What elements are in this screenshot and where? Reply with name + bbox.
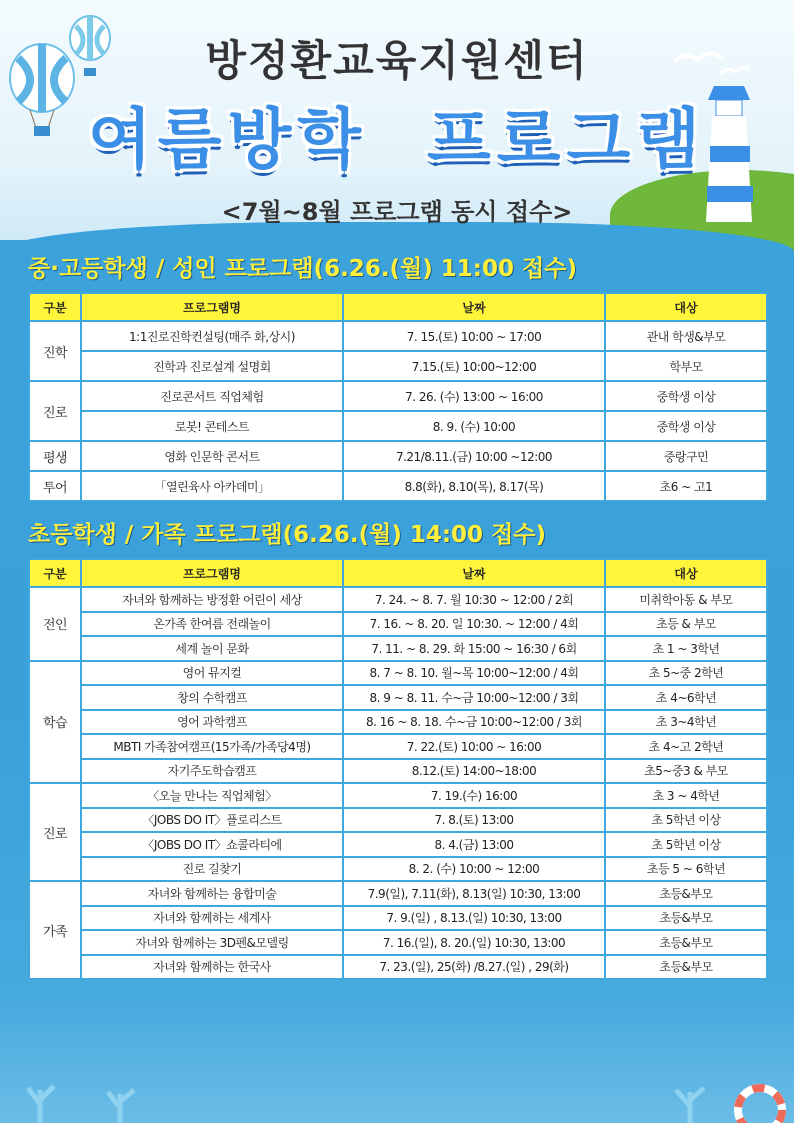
table-row	[29, 955, 767, 980]
program-name-cell: 진학과 진로설계 설명회	[81, 351, 343, 381]
program-name-cell: 자녀와 함께하는 세계사	[81, 906, 343, 931]
program-date-cell: 7. 16.(일), 8. 20.(일) 10:30, 13:00	[343, 930, 605, 955]
program-name-cell: 창의 수학캠프	[81, 685, 343, 710]
column-header: 구분	[29, 293, 81, 321]
table-row	[29, 321, 767, 351]
table-row	[29, 661, 767, 686]
program-date-cell: 7. 22.(토) 10:00 ~ 16:00	[343, 734, 605, 759]
program-name-cell: 진로 길찾기	[81, 857, 343, 882]
program-target-cell: 초등 5 ~ 6학년	[605, 857, 767, 882]
column-header: 구분	[29, 559, 81, 587]
main-title-part-2: 프로그램	[427, 101, 707, 178]
table-row	[29, 636, 767, 661]
category-cell: 평생	[29, 441, 81, 471]
program-date-cell: 8.8(화), 8.10(목), 8.17(목)	[343, 471, 605, 501]
program-name-cell: 영화 인문학 콘서트	[81, 441, 343, 471]
main-title-part-1: 여름방학	[87, 101, 367, 178]
program-target-cell: 초등&부모	[605, 906, 767, 931]
program-date-cell: 8. 9 ~ 8. 11. 수~금 10:00~12:00 / 3회	[343, 685, 605, 710]
program-target-cell: 초 3 ~ 4학년	[605, 783, 767, 808]
program-target-cell: 초 3~4학년	[605, 710, 767, 735]
column-header: 프로그램명	[81, 293, 343, 321]
program-target-cell: 초등&부모	[605, 930, 767, 955]
table-row	[29, 832, 767, 857]
program-date-cell: 7.9(일), 7.11(화), 8.13(일) 10:30, 13:00	[343, 881, 605, 906]
program-name-cell: 온가족 한여름 전래놀이	[81, 612, 343, 637]
program-date-cell: 8.12.(토) 14:00~18:00	[343, 759, 605, 784]
program-date-cell: 7. 15.(토) 10:00 ~ 17:00	[343, 321, 605, 351]
program-target-cell: 중랑구민	[605, 441, 767, 471]
program-target-cell: 초등&부모	[605, 955, 767, 980]
table-row	[29, 685, 767, 710]
table-row	[29, 857, 767, 882]
program-date-cell: 8. 4.(금) 13:00	[343, 832, 605, 857]
program-date-cell: 7. 19.(수) 16:00	[343, 783, 605, 808]
program-name-cell: 「열린육사 아카데미」	[81, 471, 343, 501]
program-name-cell: 세계 놀이 문화	[81, 636, 343, 661]
category-cell: 진학	[29, 321, 81, 381]
schedule-table-elementary-family	[28, 558, 768, 980]
table-header-row	[29, 559, 767, 587]
program-date-cell: 7.15.(토) 10:00~12:00	[343, 351, 605, 381]
program-name-cell: 진로콘서트 직업체험	[81, 381, 343, 411]
program-target-cell: 초 4~고 2학년	[605, 734, 767, 759]
table-row	[29, 808, 767, 833]
program-date-cell: 8. 2. (수) 10:00 ~ 12:00	[343, 857, 605, 882]
table-row	[29, 906, 767, 931]
program-name-cell: 자녀와 함께하는 3D펜&모델링	[81, 930, 343, 955]
table-row	[29, 710, 767, 735]
table-row	[29, 441, 767, 471]
table-row	[29, 881, 767, 906]
program-date-cell: 7. 23.(일), 25(화) /8.27.(일) , 29(화)	[343, 955, 605, 980]
program-date-cell: 7. 8.(토) 13:00	[343, 808, 605, 833]
table-row	[29, 381, 767, 411]
section-heading-elementary-family: 초등학생 / 가족 프로그램(6.26.(월) 14:00 접수)	[28, 522, 547, 548]
program-date-cell: 7. 16. ~ 8. 20. 일 10:30. ~ 12:00 / 4회	[343, 612, 605, 637]
column-header: 대상	[605, 559, 767, 587]
category-cell: 진로	[29, 381, 81, 441]
category-cell: 투어	[29, 471, 81, 501]
table-row	[29, 411, 767, 441]
program-name-cell: 영어 뮤지컬	[81, 661, 343, 686]
program-name-cell: 로봇! 콘테스트	[81, 411, 343, 441]
table-row	[29, 783, 767, 808]
registration-subtitle: <7월~8월 프로그램 동시 접수>	[221, 198, 573, 226]
category-cell: 학습	[29, 661, 81, 784]
program-name-cell: 자녀와 함께하는 방정환 어린이 세상	[81, 587, 343, 612]
program-name-cell: 자기주도학습캠프	[81, 759, 343, 784]
table-row	[29, 759, 767, 784]
coral-decoration	[0, 1080, 794, 1123]
program-date-cell: 7. 9.(일) , 8.13.(일) 10:30, 13:00	[343, 906, 605, 931]
table-row	[29, 587, 767, 612]
program-name-cell: 자녀와 함께하는 한국사	[81, 955, 343, 980]
program-target-cell: 초등 & 부모	[605, 612, 767, 637]
program-target-cell: 미취학아동 & 부모	[605, 587, 767, 612]
program-date-cell: 7. 11. ~ 8. 29. 화 15:00 ~ 16:30 / 6회	[343, 636, 605, 661]
main-title	[0, 86, 794, 181]
program-name-cell: 자녀와 함께하는 융합미술	[81, 881, 343, 906]
table-header-row	[29, 293, 767, 321]
program-target-cell: 관내 학생&부모	[605, 321, 767, 351]
program-target-cell: 초5~중3 & 부모	[605, 759, 767, 784]
table-row	[29, 471, 767, 501]
category-cell: 진로	[29, 783, 81, 881]
table-row	[29, 734, 767, 759]
column-header: 대상	[605, 293, 767, 321]
category-cell: 가족	[29, 881, 81, 979]
column-header: 날짜	[343, 559, 605, 587]
program-date-cell: 8. 9. (수) 10:00	[343, 411, 605, 441]
category-cell: 전인	[29, 587, 81, 661]
table-row	[29, 612, 767, 637]
program-date-cell: 8. 16 ~ 8. 18. 수~금 10:00~12:00 / 3회	[343, 710, 605, 735]
column-header: 프로그램명	[81, 559, 343, 587]
program-target-cell: 중학생 이상	[605, 381, 767, 411]
program-name-cell: MBTI 가족참여캠프(15가족/가족당4명)	[81, 734, 343, 759]
program-target-cell: 초 1 ~ 3학년	[605, 636, 767, 661]
program-target-cell: 초 5~중 2학년	[605, 661, 767, 686]
program-date-cell: 7. 24. ~ 8. 7. 월 10:30 ~ 12:00 / 2회	[343, 587, 605, 612]
program-date-cell: 7.21/8.11.(금) 10:00 ~12:00	[343, 441, 605, 471]
schedule-table-secondary-adult	[28, 292, 768, 502]
program-name-cell: 〈JOBS DO IT〉플로리스트	[81, 808, 343, 833]
section-heading-secondary-adult: 중·고등학생 / 성인 프로그램(6.26.(월) 11:00 접수)	[28, 256, 577, 282]
program-target-cell: 초 5학년 이상	[605, 808, 767, 833]
table-row	[29, 351, 767, 381]
organization-title: 방정환교육지원센터	[205, 36, 589, 85]
program-target-cell: 학부모	[605, 351, 767, 381]
program-date-cell: 8. 7 ~ 8. 10. 월~목 10:00~12:00 / 4회	[343, 661, 605, 686]
program-name-cell: 영어 과학캠프	[81, 710, 343, 735]
table-row	[29, 930, 767, 955]
program-name-cell: 〈JOBS DO IT〉쇼콜라티에	[81, 832, 343, 857]
program-target-cell: 초등&부모	[605, 881, 767, 906]
program-target-cell: 초6 ~ 고1	[605, 471, 767, 501]
program-target-cell: 초 4~6학년	[605, 685, 767, 710]
program-target-cell: 초 5학년 이상	[605, 832, 767, 857]
program-date-cell: 7. 26. (수) 13:00 ~ 16:00	[343, 381, 605, 411]
program-target-cell: 중학생 이상	[605, 411, 767, 441]
column-header: 날짜	[343, 293, 605, 321]
program-name-cell: 1:1진로진학컨설팅(매주 화,상시)	[81, 321, 343, 351]
program-name-cell: 〈오늘 만나는 직업체험〉	[81, 783, 343, 808]
